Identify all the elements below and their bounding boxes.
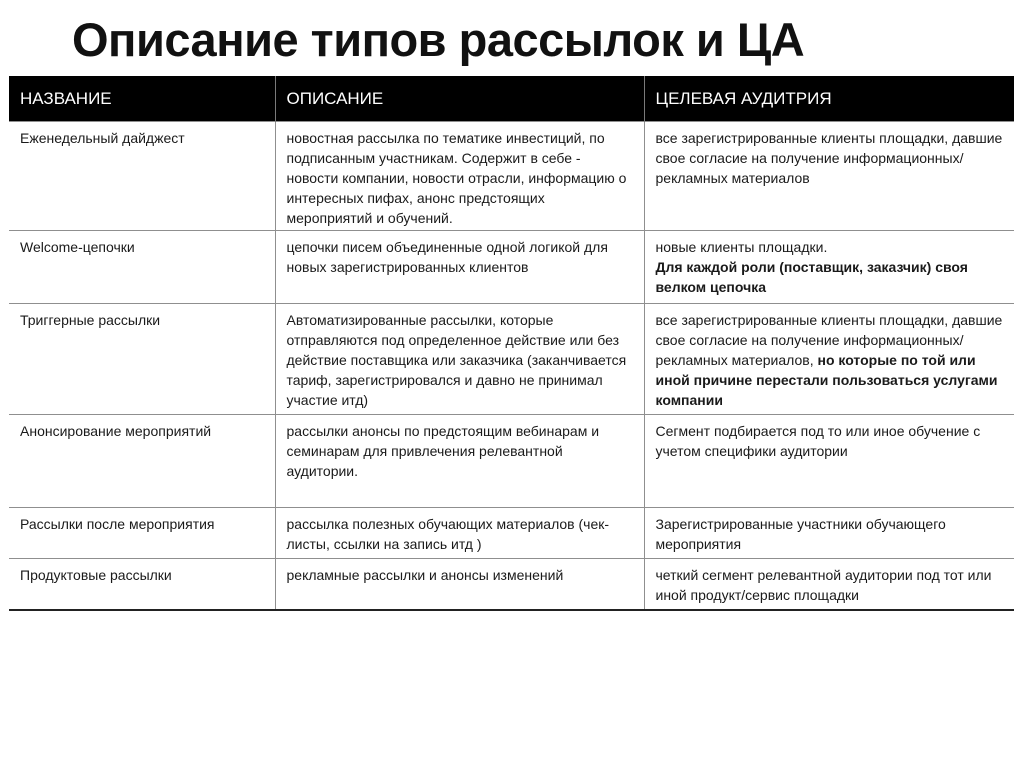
row-audience (644, 415, 1014, 508)
row-name: Welcome-цепочки (9, 231, 275, 304)
row-description: рассылки анонсы по предстоящим вебинарам и семинарам для привлечения релевантной аудитории. (275, 415, 644, 508)
header-description: ОПИСАНИЕ (275, 76, 644, 122)
row-description: рекламные рассылки и анонсы изменений (275, 559, 644, 610)
row-name: Еженедельный дайджест (9, 122, 275, 231)
audience-text: Сегмент подбирается под то или иное обучение с учетом специфики аудитории (655, 423, 981, 459)
row-audience (644, 231, 1014, 304)
row-description: цепочки писем объединенные одной логикой для новых зарегистрированных клиентов (275, 231, 644, 304)
audience-emphasis: но которые по той или иной причине перестали пользоваться услугами компании (655, 352, 998, 408)
row-description: Автоматизированные рассылки, которые отправляются под определенное действие или без действие поставщика или заказчика (заканчивается тариф, зарегистрировался и давно не принимал участие итд) (275, 304, 644, 415)
table-row (9, 304, 1014, 415)
mailing-types-table (9, 76, 1014, 611)
row-audience (644, 122, 1014, 231)
table-row (9, 415, 1014, 508)
row-description: рассылка полезных обучающих материалов (чек-листы, ссылки на запись итд ) (275, 508, 644, 559)
table-header-row (9, 76, 1014, 122)
row-audience (644, 559, 1014, 610)
page-title: Описание типов рассылок и ЦА (72, 13, 805, 66)
header-audience: ЦЕЛЕВАЯ АУДИТРИЯ (644, 76, 1014, 122)
table-row (9, 508, 1014, 559)
row-audience (644, 304, 1014, 415)
header-name: НАЗВАНИЕ (9, 76, 275, 122)
table-row (9, 122, 1014, 231)
row-description: новостная рассылка по тематике инвестиций, по подписанным участникам. Содержит в себе - новости компании, новости отрасли, информацию о интересных пифах, анонс предстоящих мероприятий и обучений. (275, 122, 644, 231)
row-name: Рассылки после мероприятия (9, 508, 275, 559)
audience-text: Зарегистрированные участники обучающего мероприятия (655, 516, 946, 552)
audience-text: все зарегистрированные клиенты площадки, давшие свое согласие на получение информационных/рекламных материалов, (655, 312, 1003, 368)
audience-text: новые клиенты площадки. (655, 239, 828, 255)
table-row (9, 559, 1014, 610)
row-name: Анонсирование мероприятий (9, 415, 275, 508)
row-name: Триггерные рассылки (9, 304, 275, 415)
audience-text: все зарегистрированные клиенты площадки, давшие свое согласие на получение информационных/рекламных материалов (655, 130, 1003, 186)
audience-emphasis: Для каждой роли (поставщик, заказчик) своя велком цепочка (655, 259, 968, 295)
audience-text: четкий сегмент релевантной аудитории под тот или иной продукт/сервис площадки (655, 567, 992, 603)
table-row (9, 231, 1014, 304)
row-name: Продуктовые рассылки (9, 559, 275, 610)
row-audience (644, 508, 1014, 559)
